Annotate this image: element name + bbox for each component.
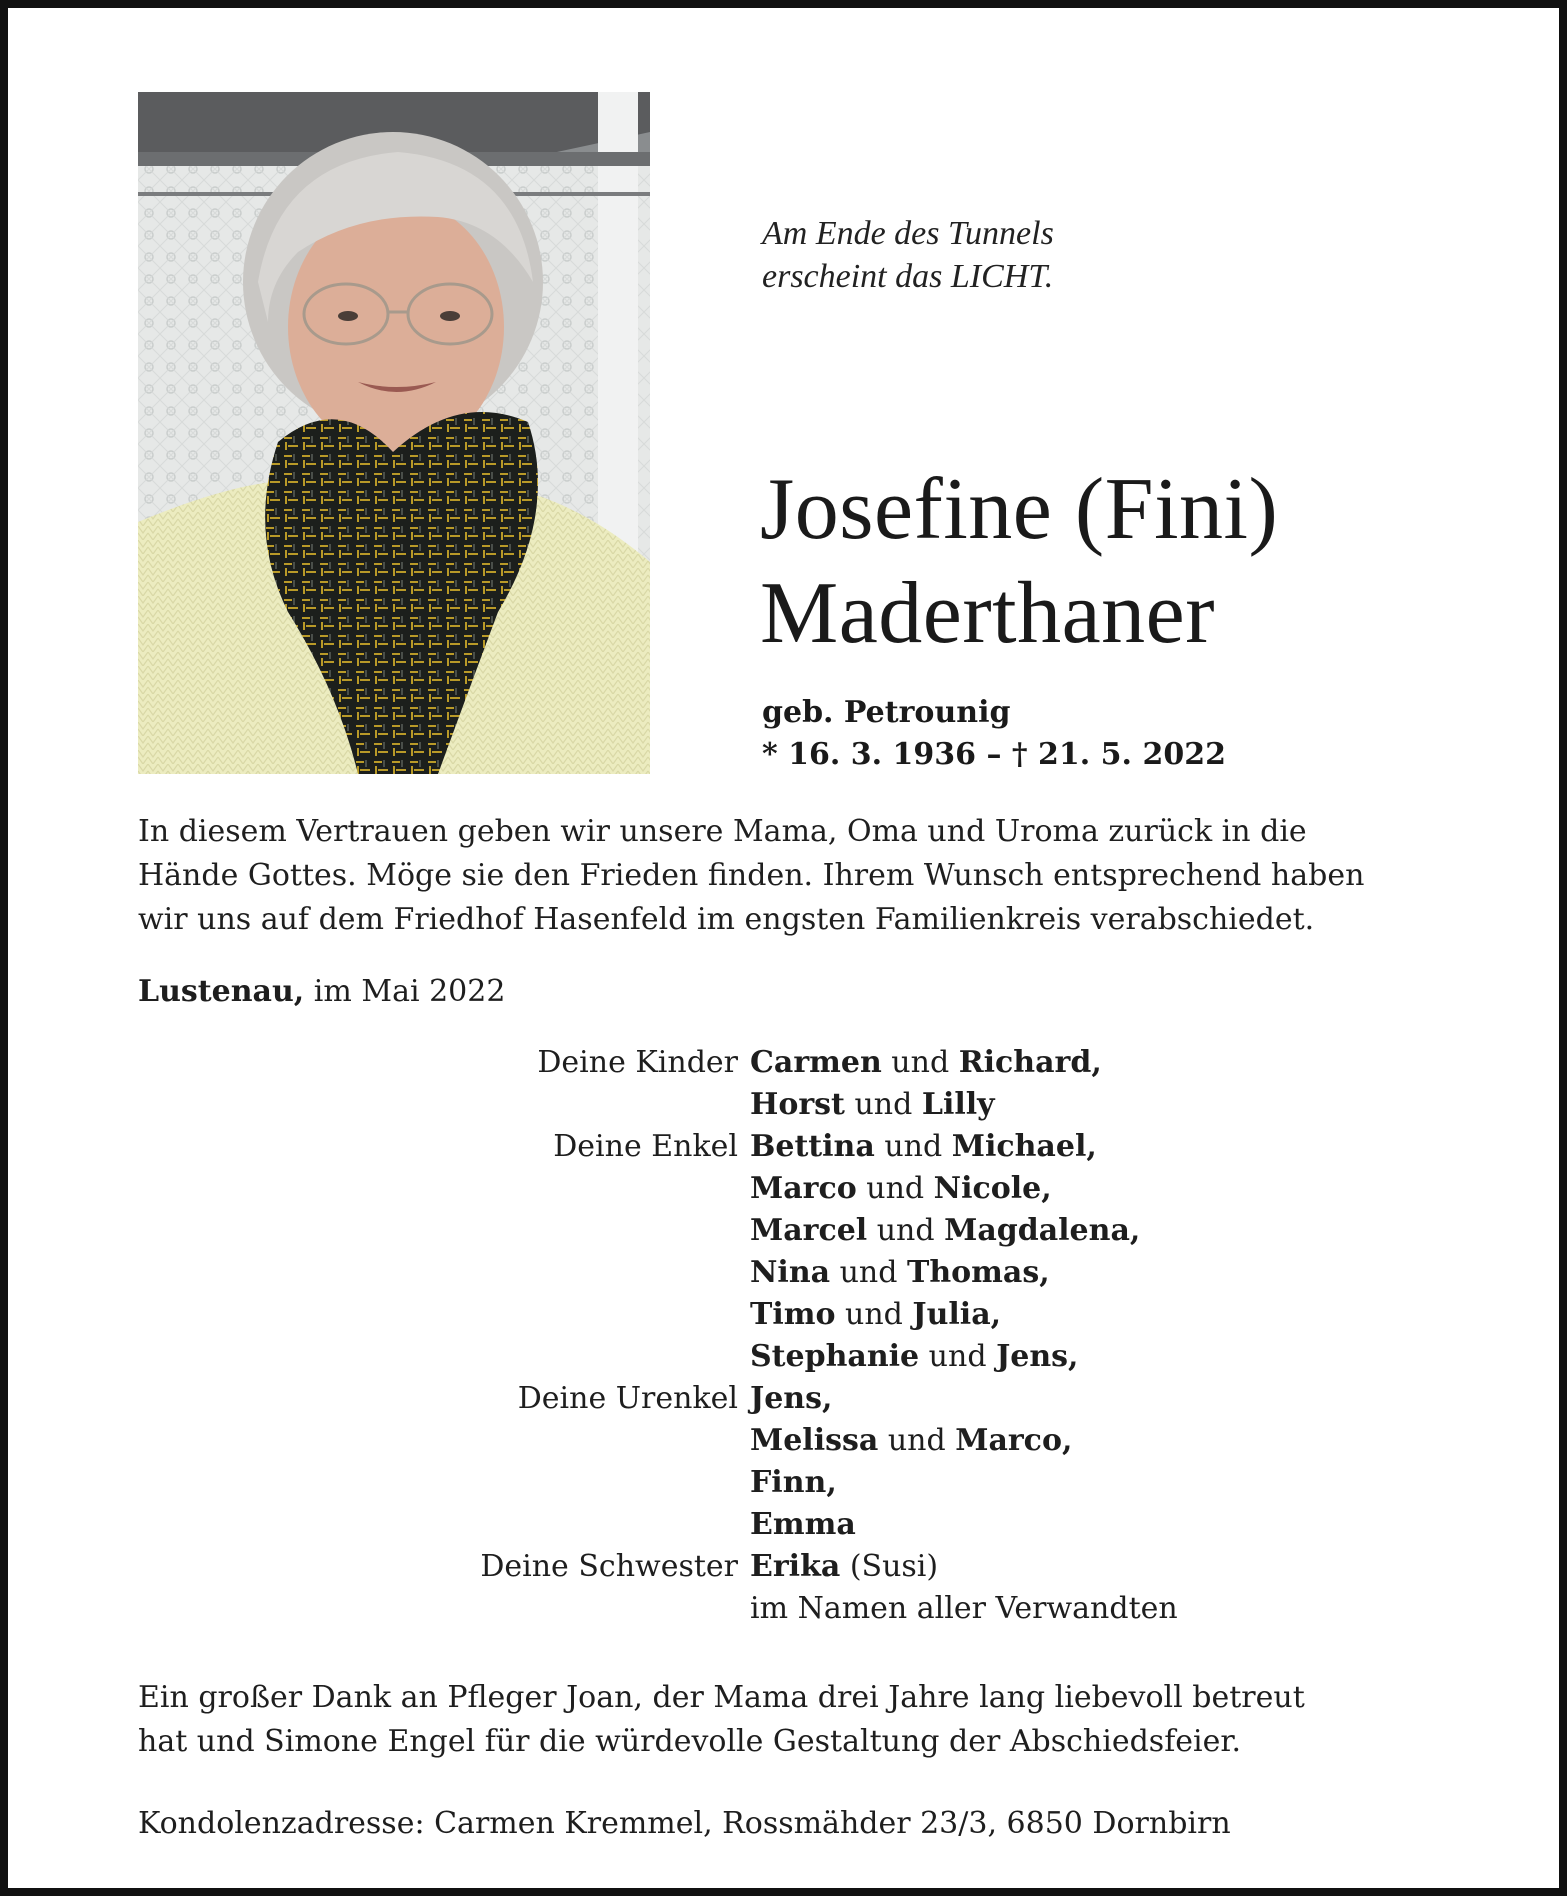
mourner-name: Jens, [996, 1339, 1079, 1374]
thanks-line: hat und Simone Engel für die würdevolle Gestaltung der Abschiedsfeier. [138, 1724, 1241, 1759]
intro-line: In diesem Vertrauen geben wir unsere Mama, Oma und Uroma zurück in die [138, 814, 1307, 849]
name-connector: und [874, 1129, 952, 1164]
mourner-names [750, 1336, 1079, 1378]
mourner-name: Nina [750, 1255, 831, 1290]
mourner-row [138, 1588, 1468, 1630]
mourner-name: Marcel [750, 1213, 868, 1248]
thanks-paragraph [138, 1676, 1468, 1764]
mourners-list [138, 1042, 1468, 1630]
epitaph-quote [762, 212, 1054, 298]
name-connector: und [856, 1171, 934, 1206]
name-connector: und [878, 1423, 956, 1458]
mourner-name: Marco [750, 1171, 857, 1206]
place-date-text: im Mai 2022 [304, 974, 506, 1009]
life-dates: * 16. 3. 1936 – † 21. 5. 2022 [762, 737, 1226, 772]
mourner-name: Horst [750, 1087, 845, 1122]
mourner-name: Carmen [750, 1045, 882, 1080]
mourner-row [138, 1294, 1468, 1336]
mourner-row [138, 1378, 1468, 1420]
quote-line: erscheint das LICHT. [762, 258, 1054, 295]
name-connector: und [844, 1087, 922, 1122]
relation-label: Deine Schwester [480, 1549, 738, 1584]
thanks-line: Ein großer Dank an Pfleger Joan, der Mama drei Jahre lang liebevoll betreut [138, 1680, 1305, 1715]
relation-label [138, 1420, 750, 1462]
mourner-name: Lilly [921, 1087, 995, 1122]
portrait-photo [138, 92, 650, 774]
mourner-names [750, 1168, 1052, 1210]
mourner-names [750, 1420, 1072, 1462]
intro-line: wir uns auf dem Friedhof Hasenfeld im engsten Familienkreis verabschiedet. [138, 902, 1315, 937]
relation-label [138, 1252, 750, 1294]
quote-line: Am Ende des Tunnels [762, 215, 1054, 252]
mourner-row [138, 1126, 1468, 1168]
mourner-names [750, 1588, 1178, 1630]
mourner-names [750, 1126, 1097, 1168]
name-connector: und [867, 1213, 945, 1248]
mourner-names [750, 1462, 837, 1504]
relation-label [138, 1504, 750, 1546]
mourner-name: Michael, [951, 1129, 1097, 1164]
name-line: Maderthaner [760, 565, 1216, 662]
mourner-name: Marco, [955, 1423, 1073, 1458]
mourner-name: Thomas, [907, 1255, 1050, 1290]
deceased-name [760, 458, 1278, 666]
mourner-name: Stephanie [750, 1339, 920, 1374]
mourner-names [750, 1252, 1050, 1294]
mourner-names [750, 1504, 856, 1546]
mourner-name: Magdalena, [944, 1213, 1141, 1248]
mourner-names [750, 1546, 938, 1588]
name-connector: und [919, 1339, 997, 1374]
mourner-names [750, 1084, 995, 1126]
relation-label [138, 1084, 750, 1126]
mourner-name: Timo [750, 1297, 836, 1332]
mourner-note: im Namen aller Verwandten [750, 1591, 1178, 1626]
mourner-row [138, 1462, 1468, 1504]
relation-label: Deine Enkel [553, 1129, 738, 1164]
relation-label: Deine Kinder [537, 1045, 738, 1080]
birth-name: geb. Petrounig [762, 695, 1011, 730]
intro-paragraph [138, 810, 1468, 942]
mourner-row [138, 1210, 1468, 1252]
relation-label: Deine Urenkel [517, 1381, 738, 1416]
mourner-note: (Susi) [840, 1549, 939, 1584]
mourner-name: Julia, [912, 1297, 1002, 1332]
mourner-name: Finn, [750, 1465, 837, 1500]
mourner-row [138, 1252, 1468, 1294]
mourner-row [138, 1336, 1468, 1378]
mourner-names [750, 1294, 1001, 1336]
mourner-row [138, 1504, 1468, 1546]
relation-label [138, 1462, 750, 1504]
intro-line: Hände Gottes. Möge sie den Frieden finden. Ihrem Wunsch entsprechend haben [138, 858, 1365, 893]
relation-label [138, 1588, 750, 1630]
mourner-names [750, 1378, 832, 1420]
mourner-name: Richard, [958, 1045, 1102, 1080]
mourner-row [138, 1168, 1468, 1210]
mourner-row [138, 1042, 1468, 1084]
mourner-names [750, 1042, 1102, 1084]
relation-label [138, 1210, 750, 1252]
name-line: Josefine (Fini) [760, 461, 1279, 558]
name-connector: und [881, 1045, 959, 1080]
mourner-name: Nicole, [933, 1171, 1052, 1206]
mourner-names [750, 1210, 1140, 1252]
condolence-address: Kondolenzadresse: Carmen Kremmel, Rossmähder 23/3, 6850 Dornbirn [138, 1806, 1231, 1841]
relation-label [138, 1336, 750, 1378]
relation-label [138, 1294, 750, 1336]
birth-info [762, 692, 1226, 776]
mourner-name: Emma [750, 1507, 856, 1542]
place-date [138, 970, 505, 1014]
mourner-row [138, 1084, 1468, 1126]
name-connector: und [835, 1297, 913, 1332]
mourner-name: Bettina [750, 1129, 875, 1164]
mourner-row [138, 1420, 1468, 1462]
mourner-name: Erika [750, 1549, 841, 1584]
relation-label [138, 1168, 750, 1210]
mourner-row [138, 1546, 1468, 1588]
name-connector: und [830, 1255, 907, 1290]
place-city: Lustenau, [138, 974, 305, 1009]
mourner-name: Melissa [750, 1423, 879, 1458]
mourner-name: Jens, [750, 1381, 833, 1416]
